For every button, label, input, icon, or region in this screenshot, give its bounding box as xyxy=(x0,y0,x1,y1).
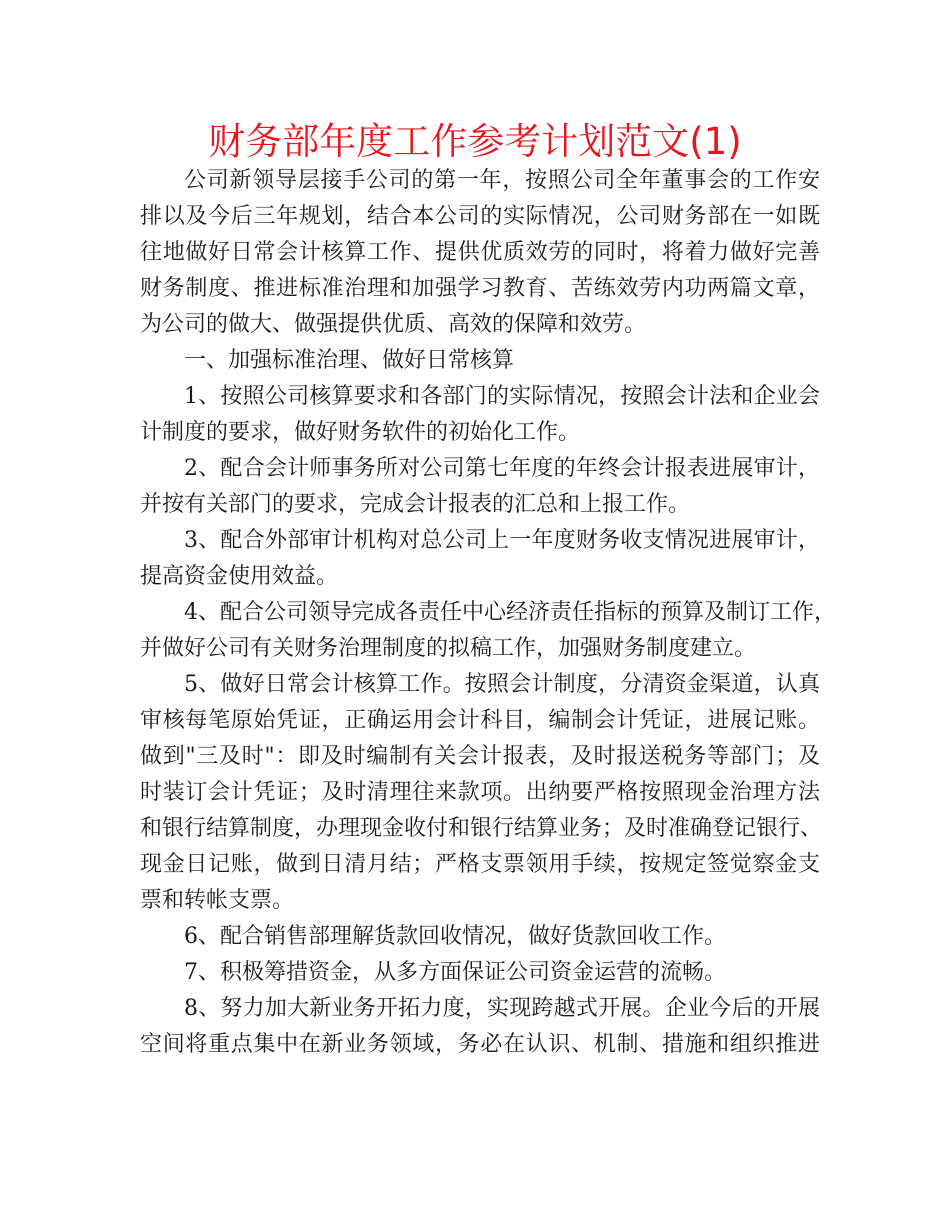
text-line: 财务制度、推进标准治理和加强学习教育、苦练效劳内功两篇文章， xyxy=(140,276,820,301)
text-line: 审核每笔原始凭证，正确运用会计科目，编制会计凭证，进展记账。 xyxy=(140,708,820,733)
text-line: 做到"三及时"：即及时编制有关会计报表，及时报送税务等部门；及 xyxy=(140,744,820,769)
text-line: 和银行结算制度，办理现金收付和银行结算业务；及时准确登记银行、 xyxy=(140,816,823,841)
text-line: 往地做好日常会计核算工作、提供优质效劳的同时，将着力做好完善 xyxy=(140,240,820,265)
document-body xyxy=(140,163,836,1063)
text-line: 并做好公司有关财务治理制度的拟稿工作，加强财务制度建立。 xyxy=(140,636,757,661)
text-line: 4、配合公司领导完成各责任中心经济责任指标的预算及制订工作， xyxy=(184,600,836,625)
text-line: 3、配合外部审计机构对总公司上一年度财务收支情况进展审计， xyxy=(184,528,820,553)
text-line: 公司新领导层接手公司的第一年，按照公司全年董事会的工作安 xyxy=(184,168,820,193)
text-line: 一、加强标准治理、做好日常核算 xyxy=(184,348,515,373)
text-line: 6、配合销售部理解货款回收情况，做好货款回收工作。 xyxy=(184,924,726,949)
text-line: 1、按照公司核算要求和各部门的实际情况，按照会计法和企业会 xyxy=(184,384,820,409)
text-line: 2、配合会计师事务所对公司第七年度的年终会计报表进展审计， xyxy=(184,456,820,481)
text-line: 为公司的做大、做强提供优质、高效的保障和效劳。 xyxy=(140,312,647,337)
text-line: 时装订会计凭证；及时清理往来款项。出纳要严格按照现金治理方法 xyxy=(140,780,820,805)
text-line: 现金日记账，做到日清月结；严格支票领用手续，按规定签觉察金支 xyxy=(140,852,820,877)
text-line: 空间将重点集中在新业务领域，务必在认识、机制、措施和组织推进 xyxy=(140,1032,820,1057)
text-line: 排以及今后三年规划，结合本公司的实际情况，公司财务部在一如既 xyxy=(140,204,820,229)
text-line: 8、努力加大新业务开拓力度，实现跨越式开展。企业今后的开展 xyxy=(184,996,820,1021)
text-line: 计制度的要求，做好财务软件的初始化工作。 xyxy=(140,420,581,445)
text-line: 提高资金使用效益。 xyxy=(140,564,339,589)
text-line: 票和转帐支票。 xyxy=(140,888,295,913)
document-title: 财务部年度工作参考计划范文(1) xyxy=(208,120,742,163)
text-line: 5、做好日常会计核算工作。按照会计制度，分清资金渠道，认真 xyxy=(184,672,820,697)
text-line: 并按有关部门的要求，完成会计报表的汇总和上报工作。 xyxy=(140,492,691,517)
text-line: 7、积极筹措资金，从多方面保证公司资金运营的流畅。 xyxy=(184,960,726,985)
